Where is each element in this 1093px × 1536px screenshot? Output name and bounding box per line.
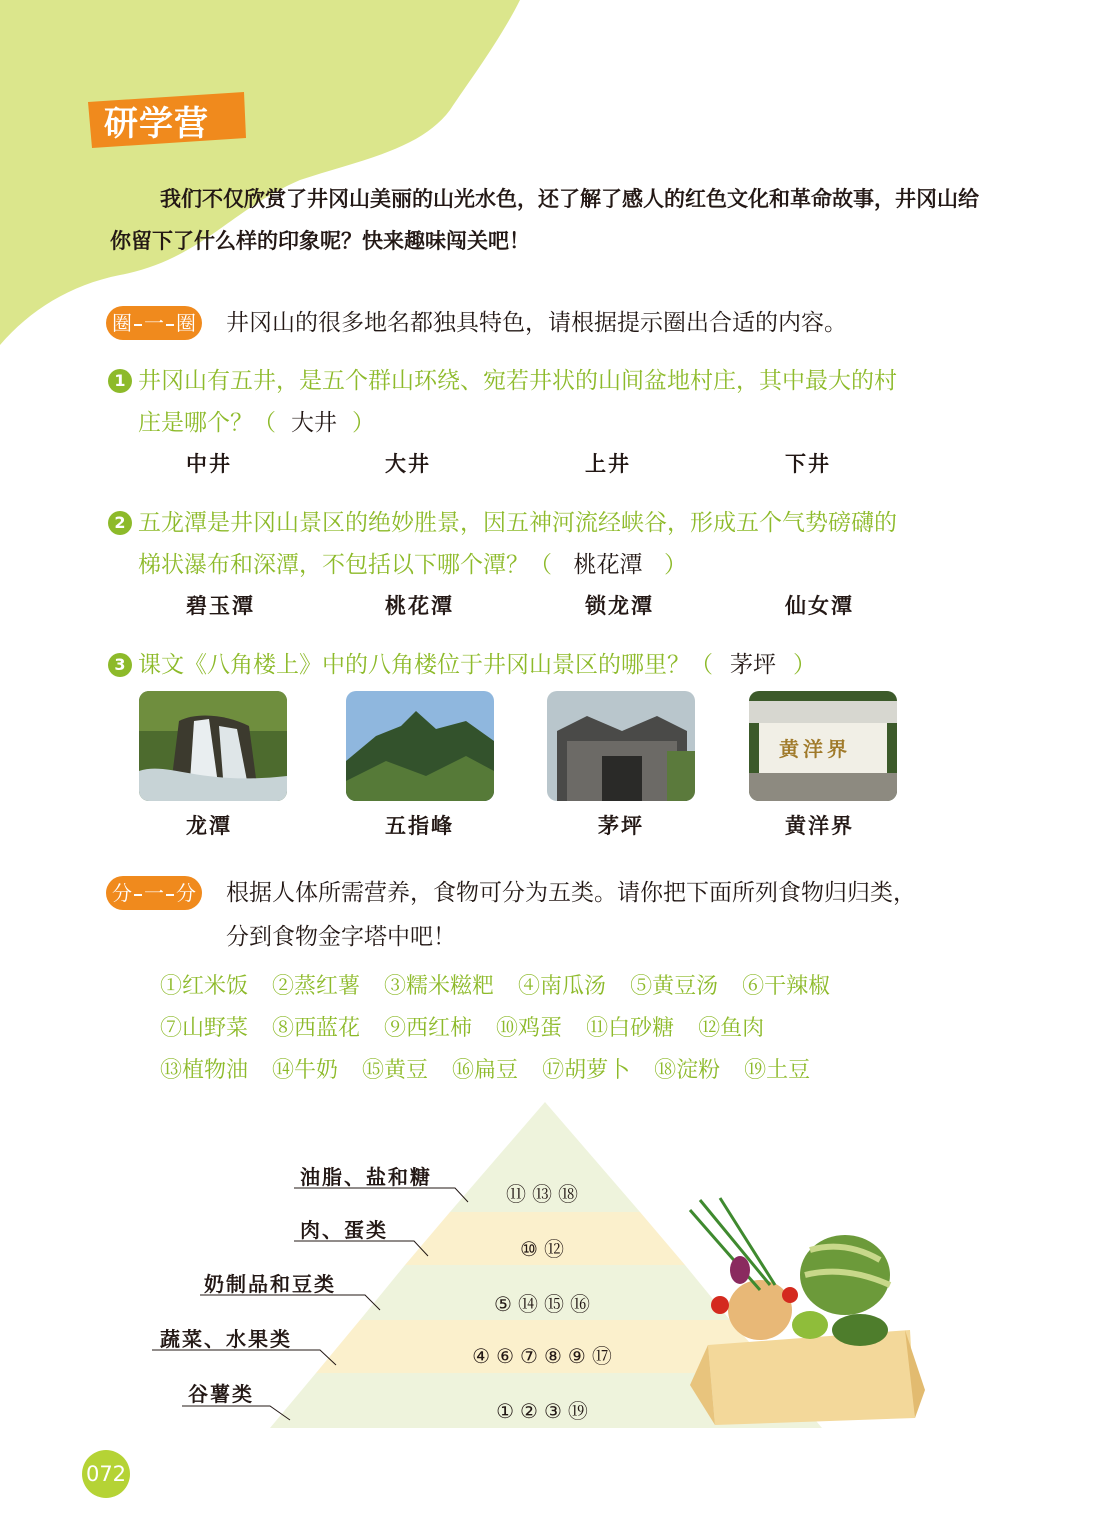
q1-option-2[interactable]: 大井 <box>385 451 431 476</box>
pyramid-label-dairy: 奶制品和豆类 <box>204 1272 336 1296</box>
q2-option-2[interactable]: 桃花潭 <box>385 593 454 618</box>
q2-option-3[interactable]: 锁龙潭 <box>585 593 654 618</box>
q3-option-4[interactable]: 黄洋界 <box>785 813 854 838</box>
q2-option-1[interactable]: 碧玉潭 <box>186 593 255 618</box>
pyramid-label-vegetables: 蔬菜、水果类 <box>160 1327 292 1351</box>
sort-tag: 分 一 分 <box>106 876 202 910</box>
q2-option-4[interactable]: 仙女潭 <box>785 593 854 618</box>
question-1-answer: 大井 <box>291 410 337 436</box>
section-title: 研学营 <box>104 104 209 144</box>
sort-instruction: 根据人体所需营养，食物可分为五类。请你把下面所列食物归归类， 分到食物金字塔中吧！ <box>226 880 916 950</box>
q3-option-2[interactable]: 五指峰 <box>385 813 454 838</box>
pyramid-items-fats: ⑪⑬⑱ <box>506 1182 584 1206</box>
q1-option-3[interactable]: 上井 <box>585 451 631 476</box>
q3-option-3[interactable]: 茅坪 <box>598 813 644 838</box>
pyramid-items-meat: ⑩⑫ <box>520 1237 570 1261</box>
question-2-number: 2 <box>108 511 132 535</box>
pyramid-items-grains: ①②③⑲ <box>496 1399 594 1423</box>
question-2-text: 五龙潭是井冈山景区的绝妙胜景，因五神河流经峡谷，形成五个气势磅礴的 梯状瀑布和深潭，不包括以下哪个潭？（ 桃花潭 ） <box>138 502 988 586</box>
intro-paragraph: 我们不仅欣赏了井冈山美丽的山光水色，还了解了感人的红色文化和革命故事，井冈山给你留下了什么样的印象呢？快来趣味闯关吧！ <box>110 186 979 253</box>
q1-option-1[interactable]: 中井 <box>186 451 232 476</box>
photo-sign-text: 黄洋界 <box>779 737 851 761</box>
food-row-2: ⑦山野菜 ⑧西蓝花 ⑨西红柿 ⑩鸡蛋 ⑪白砂糖 ⑫鱼肉 <box>160 1016 765 1041</box>
page-number: 072 <box>82 1450 130 1498</box>
pyramid-items-dairy: ⑤⑭⑮⑯ <box>494 1292 596 1316</box>
question-3-number: 3 <box>108 653 132 677</box>
pyramid-label-grains: 谷薯类 <box>188 1382 254 1406</box>
food-row-3: ⑬植物油 ⑭牛奶 ⑮黄豆 ⑯扁豆 ⑰胡萝卜 ⑱淀粉 ⑲土豆 <box>160 1058 811 1083</box>
question-1-text: 井冈山有五井，是五个群山环绕、宛若井状的山间盆地村庄，其中最大的村 庄是哪个？（ 大井 ） <box>138 360 988 444</box>
question-1-number: 1 <box>108 369 132 393</box>
pyramid-label-fats: 油脂、盐和糖 <box>300 1165 432 1189</box>
question-3-answer: 茅坪 <box>730 652 776 678</box>
food-row-1: ①红米饭 ②蒸红薯 ③糯米糍粑 ④南瓜汤 ⑤黄豆汤 ⑥干辣椒 <box>160 974 831 999</box>
circle-instruction: 井冈山的很多地名都独具特色，请根据提示圈出合适的内容。 <box>226 310 847 336</box>
question-2-answer: 桃花潭 <box>573 552 643 578</box>
vegetable-box-illustration <box>690 1198 925 1425</box>
pyramid-items-vegetables: ④⑥⑦⑧⑨⑰ <box>472 1344 618 1368</box>
q1-option-4[interactable]: 下井 <box>785 451 831 476</box>
circle-tag: 圈 一 圈 <box>106 306 202 340</box>
question-3-text: 课文《八角楼上》中的八角楼位于井冈山景区的哪里？（ 茅坪 ） <box>138 644 988 686</box>
q3-option-1[interactable]: 龙潭 <box>186 813 232 838</box>
pyramid-label-meat: 肉、蛋类 <box>300 1218 388 1242</box>
